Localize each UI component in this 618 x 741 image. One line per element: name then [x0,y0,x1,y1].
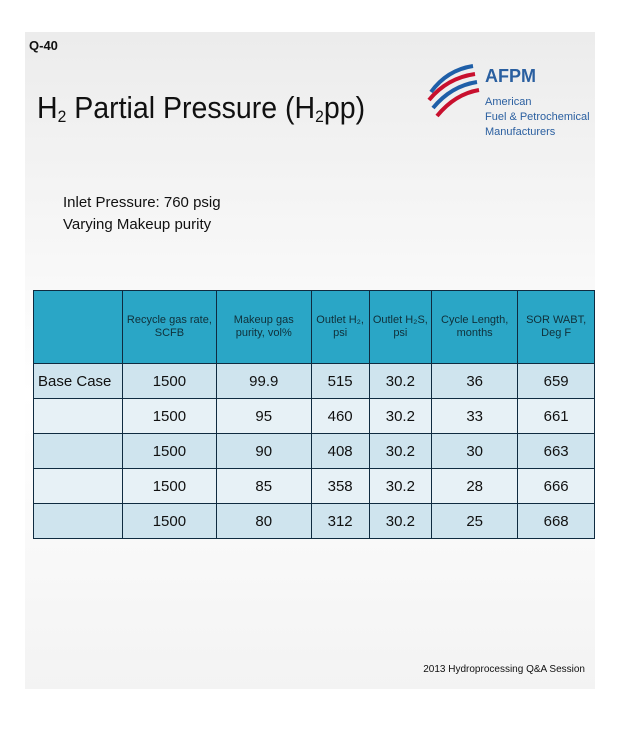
table-cell: 30.2 [369,399,431,434]
table-row [34,504,595,539]
table-cell: 668 [518,504,595,539]
table-header [34,291,123,364]
table-cell: 1500 [123,364,217,399]
table-header: Cycle Length, months [432,291,518,364]
slide-title [37,90,365,127]
title-subscript: 2 [315,107,324,126]
table-header: SOR WABT, Deg F [518,291,595,364]
table-cell [34,399,123,434]
slide-number: Q-40 [29,38,58,53]
footer-text: 2013 Hydroprocessing Q&A Session [423,664,585,675]
logo-line: Fuel & Petrochemical [485,111,590,123]
slide [25,32,595,689]
table-cell: Base Case [34,364,123,399]
table-cell: 30.2 [369,434,431,469]
table-cell: 661 [518,399,595,434]
table-row [34,469,595,504]
table-header-row [34,291,595,364]
title-part: H [37,90,58,125]
table-row [34,399,595,434]
table-header: Outlet H₂, psi [311,291,369,364]
table-cell: 408 [311,434,369,469]
logo-name: AFPM [485,66,536,86]
table-cell: 90 [216,434,311,469]
table-cell: 1500 [123,399,217,434]
table-cell: 312 [311,504,369,539]
table-cell: 80 [216,504,311,539]
makeup-purity-text: Varying Makeup purity [63,216,212,233]
logo-line: Manufacturers [485,126,556,138]
table-cell: 358 [311,469,369,504]
title-part: pp) [323,90,366,125]
table-cell: 85 [216,469,311,504]
table-cell: 1500 [123,469,217,504]
table-cell [34,434,123,469]
table-cell: 1500 [123,504,217,539]
intro-text [63,192,221,236]
table-cell: 30 [432,434,518,469]
table-cell: 95 [216,399,311,434]
afpm-logo [425,60,595,160]
table-header: Outlet H₂S, psi [369,291,431,364]
inlet-pressure-text: Inlet Pressure: 760 psig [63,194,221,211]
table-cell: 25 [432,504,518,539]
flag-swoosh-icon [425,62,481,122]
logo-line: American [485,96,532,108]
table-row [34,434,595,469]
table-cell: 30.2 [369,504,431,539]
table-row [34,364,595,399]
table-cell: 36 [432,364,518,399]
table-cell: 659 [518,364,595,399]
table-cell: 99.9 [216,364,311,399]
table-cell: 30.2 [369,469,431,504]
table-cell: 460 [311,399,369,434]
data-table [33,290,595,539]
table-cell: 666 [518,469,595,504]
table-header: Makeup gas purity, vol% [216,291,311,364]
title-part: Partial Pressure (H [66,90,316,125]
table-cell [34,469,123,504]
table-cell: 663 [518,434,595,469]
table-cell: 28 [432,469,518,504]
table-cell [34,504,123,539]
table-cell: 1500 [123,434,217,469]
title-subscript: 2 [57,107,67,126]
table-cell: 30.2 [369,364,431,399]
table-header: Recycle gas rate, SCFB [123,291,217,364]
table-cell: 515 [311,364,369,399]
table-cell: 33 [432,399,518,434]
